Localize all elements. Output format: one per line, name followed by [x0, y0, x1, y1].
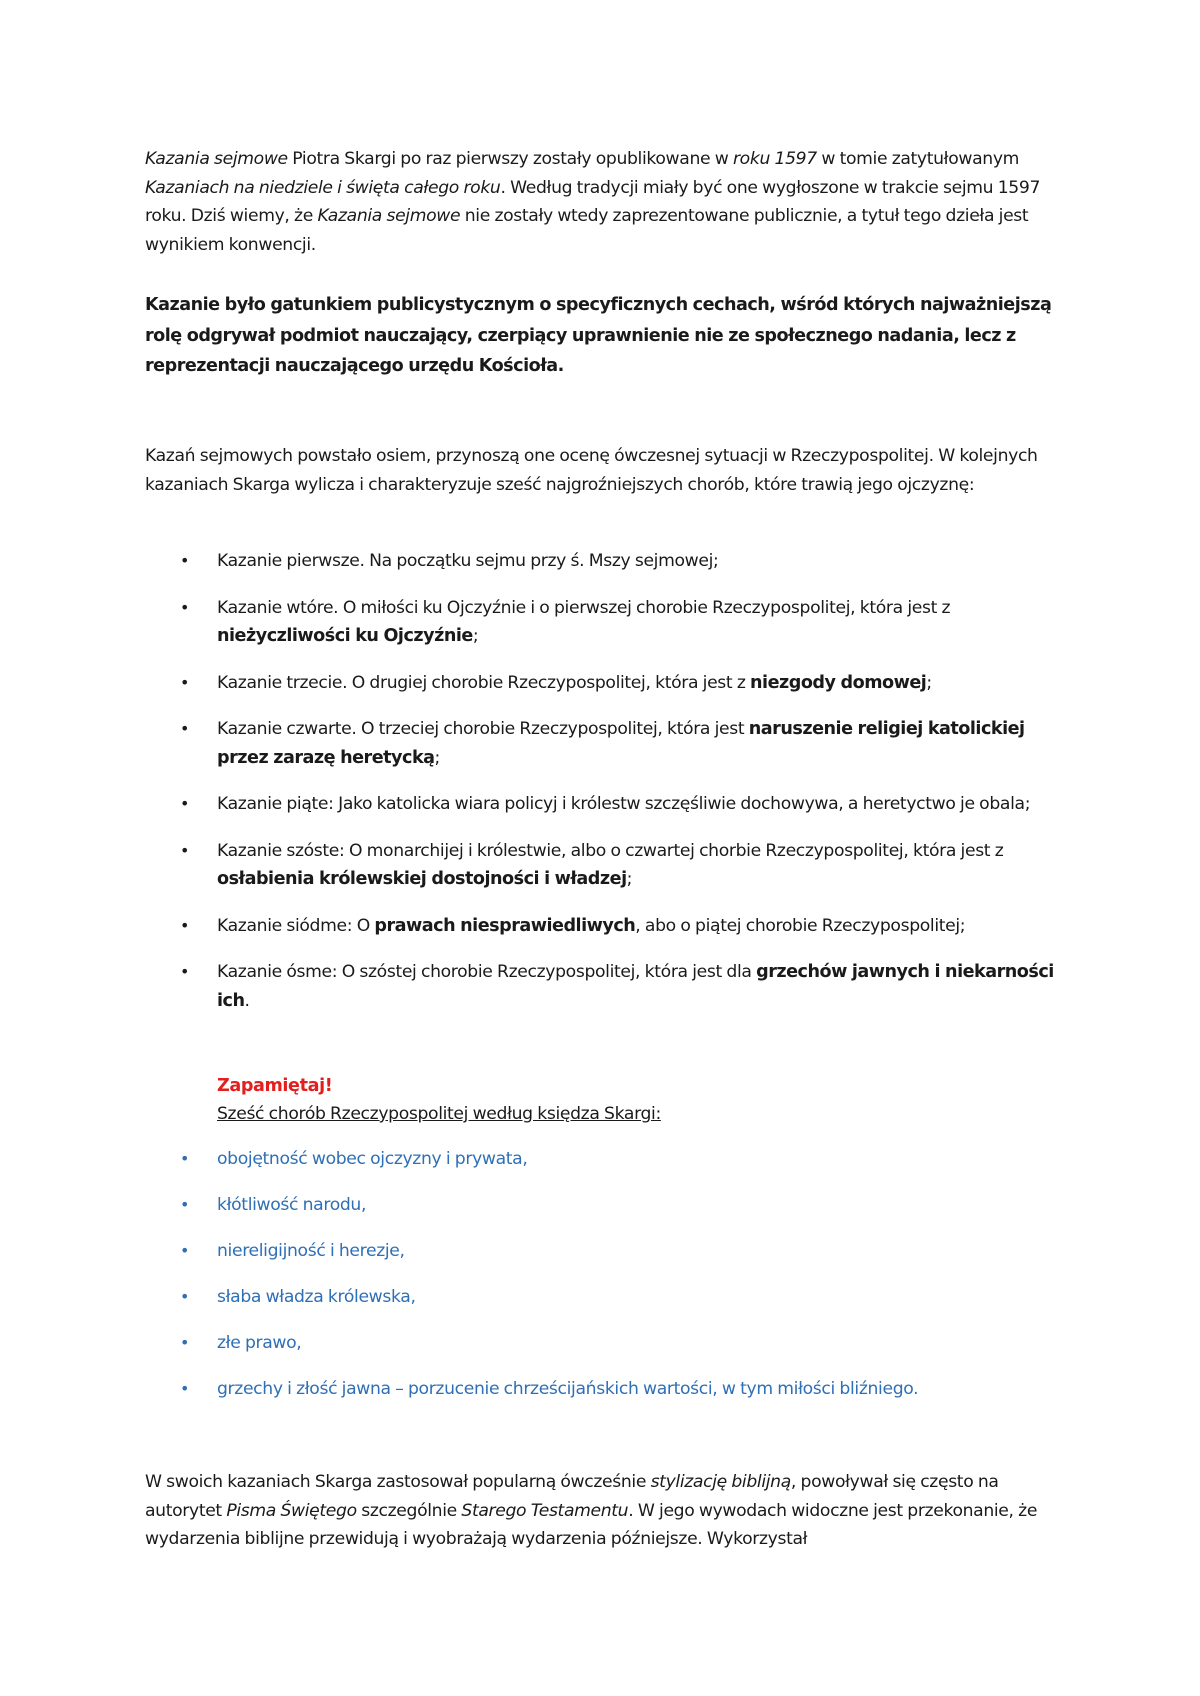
item-text: Kazanie siódme: O	[217, 915, 375, 936]
list-item	[145, 669, 1075, 698]
item-text: Kazanie czwarte. O trzeciej chorobie Rzeczypospolitej, która jest	[217, 719, 749, 739]
bullet-icon: •	[180, 794, 190, 813]
text-span: w tomie zatytułowanym	[816, 149, 1020, 169]
bullet-icon: •	[180, 1379, 190, 1399]
item-text: Kazanie szóste: O monarchijej i królestwie, albo o czwartej chorbie Rzeczypospolitej, która jest z	[217, 840, 1004, 861]
text-span: . Według tradycji miały być one wygłoszone w trakcie sejmu 1597 roku. Dziś wiemy, że	[145, 177, 1041, 226]
bullet-icon: •	[180, 719, 190, 738]
italic-term: stylizację biblijną	[650, 1472, 791, 1492]
text-span: nie zostały wtedy zaprezentowane publicznie, a tytuł tego dzieła jest wynikiem konwencji.	[145, 206, 1029, 255]
bullet-icon: •	[180, 840, 190, 860]
list-item	[145, 1329, 1075, 1358]
item-bold-text: nieżyczliwości ku Ojczyźnie	[217, 626, 473, 646]
bullet-icon: •	[180, 1149, 190, 1168]
list-item	[145, 594, 1075, 651]
item-text-after: ;	[434, 747, 440, 768]
remember-heading: Zapamiętaj!	[217, 1076, 333, 1096]
bullet-icon: •	[180, 1333, 190, 1353]
list-item	[145, 715, 1075, 772]
item-text: Kazanie pierwsze. Na początku sejmu przy ś. Mszy sejmowej;	[217, 551, 719, 571]
item-bold-text: grzechów jawnych i niekarności ich	[217, 962, 1054, 1011]
list-item	[145, 912, 1075, 941]
italic-volume-title: Kazaniach na niedziele i święta całego roku	[145, 177, 501, 198]
italic-term: Starego Testamentu	[461, 1500, 629, 1521]
list-item	[145, 958, 1075, 1015]
italic-term: Pisma Świętego	[226, 1500, 357, 1521]
item-bold-text: osłabienia królewskiej dostojności i władzej	[217, 869, 627, 889]
remember-subheading: Sześć chorób Rzeczypospolitej według księdza Skargi:	[217, 1104, 661, 1124]
list-item	[145, 837, 1075, 894]
bullet-icon: •	[180, 1287, 190, 1307]
item-text-after: .	[244, 990, 250, 1011]
italic-year: roku 1597	[732, 149, 817, 169]
item-text: Kazanie piąte: Jako katolicka wiara policyj i królestw szczęśliwie dochowywa, a heretyctwo je obala;	[217, 794, 1031, 814]
list-item	[145, 1191, 1075, 1220]
disease-text: złe prawo,	[217, 1333, 302, 1354]
list-item	[145, 1375, 1075, 1404]
list-item	[145, 1237, 1075, 1266]
text-span: Piotra Skargi po raz pierwszy zostały opublikowane w	[287, 149, 733, 169]
italic-title: Kazania sejmowe	[145, 149, 288, 169]
text-span: szczególnie	[356, 1500, 462, 1521]
disease-text: obojętność wobec ojczyzny i prywata,	[217, 1149, 528, 1169]
bullet-icon: •	[180, 597, 190, 617]
bullet-icon: •	[180, 1195, 190, 1215]
bullet-icon: •	[180, 672, 190, 692]
list-item	[145, 1283, 1075, 1312]
bullet-icon: •	[180, 962, 190, 981]
item-text: Kazanie wtóre. O miłości ku Ojczyźnie i o pierwszej chorobie Rzeczypospolitej, która jest z	[217, 597, 951, 618]
text-span: . W jego wywodach widoczne jest przekonanie, że wydarzenia biblijne przewidują i wyobrażają wydarzenia późniejsze. Wykorzystał	[145, 1500, 1038, 1549]
intro-paragraph	[145, 145, 1065, 259]
item-bold-text: naruszenie religiej katolickiej przez zarazę heretycką	[217, 719, 1025, 768]
sermon-list	[145, 547, 1075, 1033]
disease-text: niereligijność i herezje,	[217, 1241, 405, 1262]
list-item	[145, 1145, 1075, 1174]
item-text-after: ;	[926, 672, 932, 693]
item-text-after: ;	[472, 626, 479, 646]
item-text: Kazanie ósme: O szóstej chorobie Rzeczypospolitej, która jest dla	[217, 962, 757, 982]
bullet-icon: •	[180, 915, 190, 935]
diseases-list	[145, 1145, 1075, 1422]
item-bold-text: prawach niesprawiedliwych	[374, 915, 636, 936]
item-text: Kazanie trzecie. O drugiej chorobie Rzeczypospolitej, która jest z	[217, 672, 751, 693]
item-text-after: ;	[626, 869, 633, 889]
list-item	[145, 547, 1075, 576]
list-item	[145, 790, 1075, 819]
bullet-icon: •	[180, 1241, 190, 1261]
sermon-definition-paragraph: Kazanie było gatunkiem publicystycznym o specyficznych cechach, wśród których najważniejszą rolę odgrywał podmiot nauczający, czerpiący uprawnienie nie ze społecznego nadania, lecz z reprezentacji nauczającego urzędu Kościoła.	[145, 295, 1052, 376]
item-text-after: , abo o piątej chorobie Rzeczypospolitej;	[635, 915, 966, 936]
sermons-overview-paragraph: Kazań sejmowych powstało osiem, przynoszą one ocenę ówczesnej sytuacji w Rzeczypospolitej. W kolejnych kazaniach Skarga wylicza i charakteryzuje sześć najgroźniejszych chorób, które trawią jego ojczyznę:	[145, 446, 1038, 495]
disease-text: słaba władza królewska,	[217, 1287, 416, 1308]
disease-text: grzechy i złość jawna – porzucenie chrześcijańskich wartości, w tym miłości bliźniego.	[217, 1379, 919, 1400]
italic-title: Kazania sejmowe	[317, 206, 461, 226]
disease-text: kłótliwość narodu,	[217, 1195, 367, 1216]
item-bold-text: niezgody domowej	[750, 672, 927, 693]
text-span: , powoływał się często na autorytet	[145, 1472, 999, 1521]
text-span: W swoich kazaniach Skarga zastosował popularną ówcześnie	[145, 1472, 651, 1492]
bullet-icon: •	[180, 551, 190, 570]
biblical-style-paragraph	[145, 1468, 1065, 1554]
